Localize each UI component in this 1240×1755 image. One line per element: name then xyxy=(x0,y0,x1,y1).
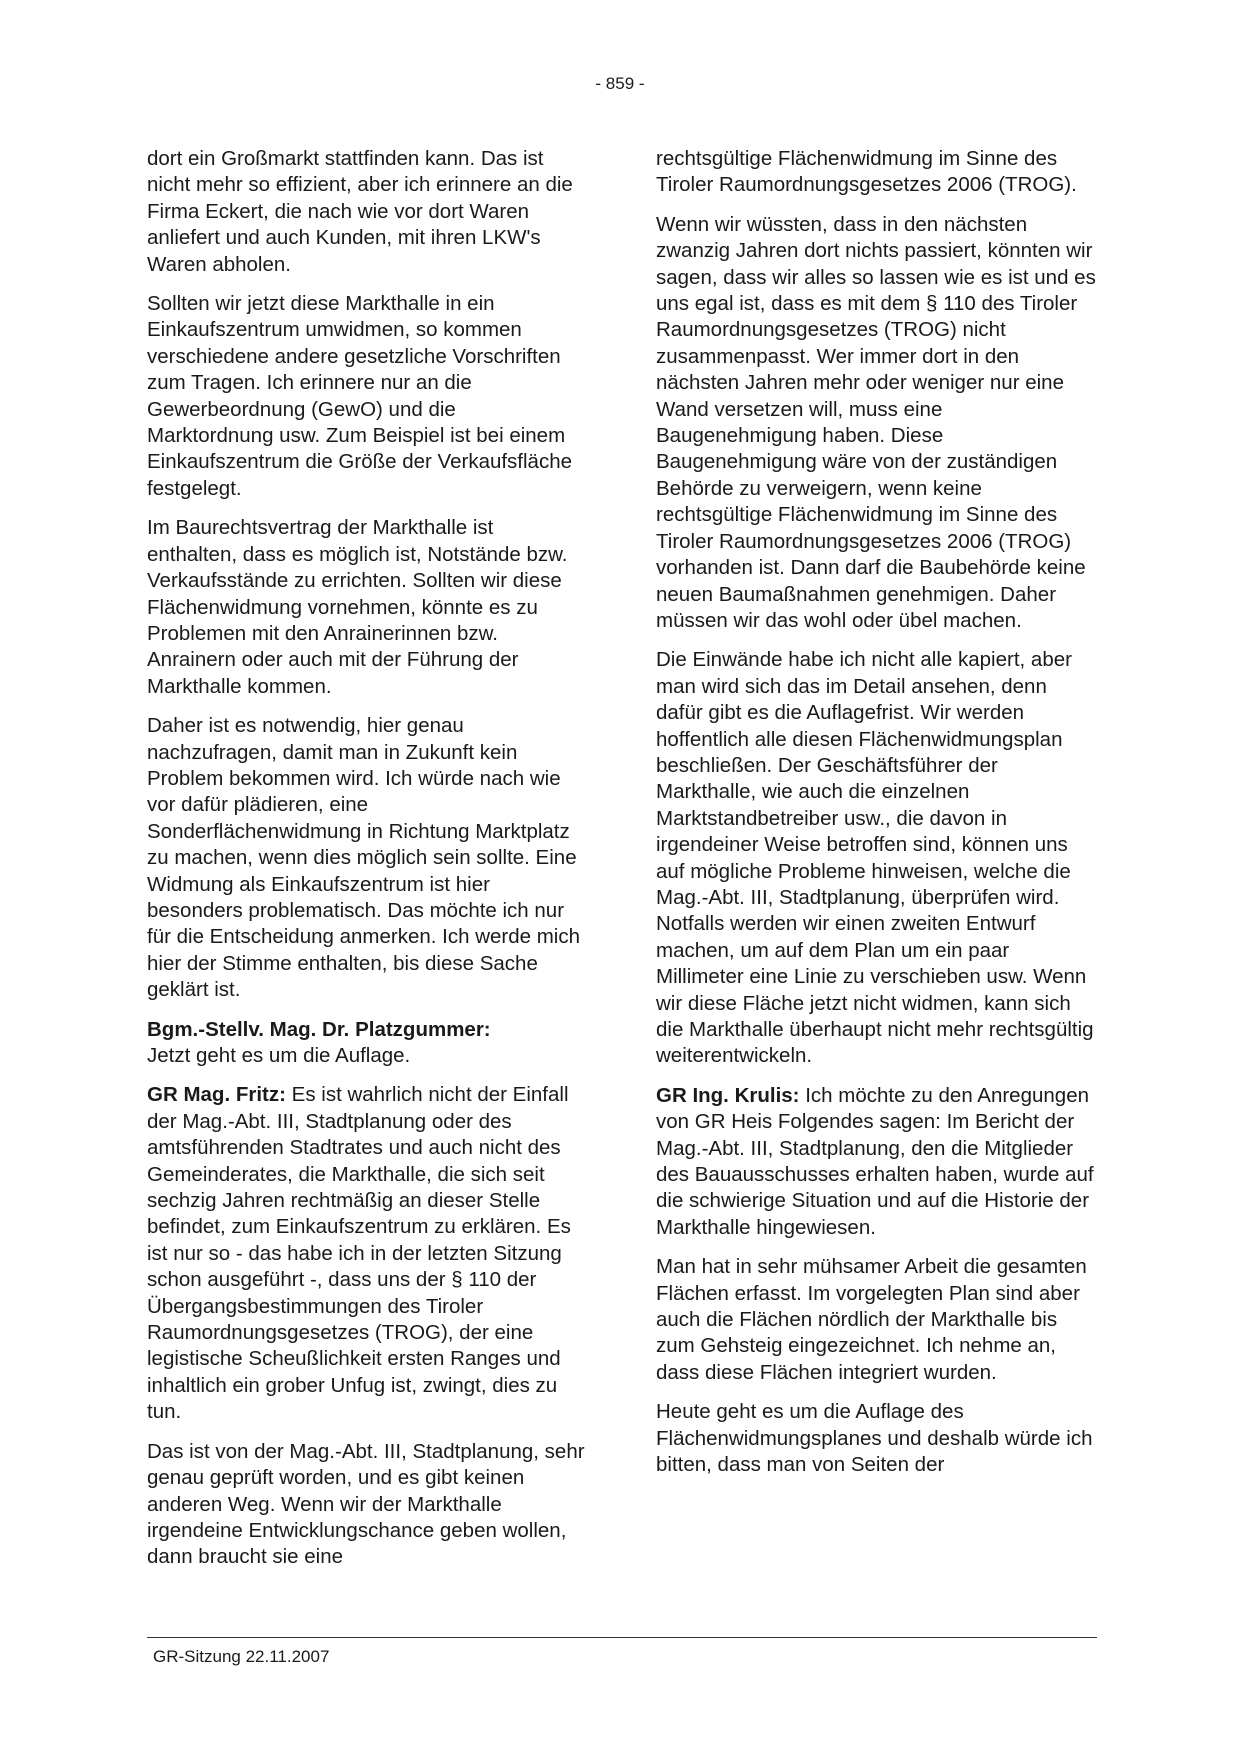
paragraph: Im Baurechtsvertrag der Markthalle ist enthalten, dass es möglich ist, Notstände bzw. Verkaufsstände zu errichten. Sollten wir diese Flächenwidmung vornehmen, könnte es zu Problemen mit den Anrainerinnen bzw. Anrainern oder auch mit der Führung der Markthalle kommen. xyxy=(147,516,568,698)
left-column xyxy=(147,146,587,1584)
paragraph: Die Einwände habe ich nicht alle kapiert, aber man wird sich das im Detail ansehen, denn dafür gibt es die Auflagefrist. Wir werden hoffentlich alle diesen Flächenwidmungsplan beschließen. Der Geschäftsführer der Markthalle, wie auch die einzelnen Marktstandbetreiber usw., die davon in irgendeiner Weise betroffen sind, können uns auf mögliche Probleme hinweisen, welche die Mag.-Abt. III, Stadtplanung, überprüfen wird. Notfalls werden wir einen zweiten Entwurf machen, um auf dem Plan um ein paar Millimeter eine Linie zu verschieben usw. Wenn wir diese Fläche jetzt nicht widmen, kann sich die Markthalle überhaupt nicht mehr rechtsgültig weiterentwickeln. xyxy=(656,648,1094,1068)
statement-text: Ich möchte zu den Anregungen von GR Heis Folgendes sagen: Im Bericht der Mag.-Abt. III, Stadtplanung, den die Mitglieder des Bauausschusses erhalten haben, wurde auf die schwierige Situation und auf die Historie der Markthalle hingewiesen. xyxy=(656,1083,1094,1239)
speaker-name: GR Ing. Krulis: xyxy=(656,1083,800,1107)
speaker-name: Bgm.-Stellv. Mag. Dr. Platzgummer: xyxy=(147,1017,491,1041)
paragraph: rechtsgültige Flächenwidmung im Sinne des Tiroler Raumordnungsgesetzes 2006 (TROG). xyxy=(656,147,1077,197)
paragraph: Daher ist es notwendig, hier genau nachzufragen, damit man in Zukunft kein Problem bekommen wird. Ich würde nach wie vor dafür plädieren, eine Sonderflächenwidmung in Richtung Marktplatz zu machen, wenn dies möglich sein sollte. Eine Widmung als Einkaufszentrum ist hier besonders problematisch. Das möchte ich nur für die Entscheidung anmerken. Ich werde mich hier der Stimme enthalten, bis diese Sache geklärt ist. xyxy=(147,714,581,1002)
paragraph: Das ist von der Mag.-Abt. III, Stadtplanung, sehr genau geprüft worden, und es gibt keinen anderen Weg. Wenn wir der Markthalle irgendeine Entwicklungschance geben wollen, dann braucht sie eine xyxy=(147,1439,585,1569)
page-number: - 859 - xyxy=(595,74,645,93)
statement-fritz xyxy=(147,1082,587,1425)
statement-text: Es ist wahrlich nicht der Einfall der Mag.-Abt. III, Stadtplanung oder des amtsführenden Stadtrates und auch nicht des Gemeinderates, die Markthalle, die sich seit sechzig Jahren rechtmäßig an dieser Stelle befindet, zum Einkaufszentrum zu erklären. Es ist nur so - das habe ich in der letzten Sitzung schon ausgeführt -, dass uns der § 110 der Übergangsbestimmungen des Tiroler Raumordnungsgesetzes (TROG), der eine legistische Scheußlichkeit ersten Ranges und inhaltlich ein grober Unfug ist, zwingt, dies zu tun. xyxy=(147,1083,571,1424)
speaker-name: GR Mag. Fritz: xyxy=(147,1083,286,1107)
statement-text: Jetzt geht es um die Auflage. xyxy=(147,1044,411,1067)
statement-krulis xyxy=(656,1083,1096,1241)
paragraph: dort ein Großmarkt stattfinden kann. Das ist nicht mehr so effizient, aber ich erinnere an die Firma Eckert, die nach wie vor dort Waren anliefert und auch Kunden, mit ihren LKW's Waren abholen. xyxy=(147,147,573,276)
footer-divider xyxy=(147,1637,1097,1638)
paragraph: Wenn wir wüssten, dass in den nächsten zwanzig Jahren dort nichts passiert, könnten wir sagen, dass wir alles so lassen wie es ist und es uns egal ist, dass es mit dem § 110 des Tiroler Raumordnungsgesetzes (TROG) nicht zusammenpasst. Wer immer dort in den nächsten Jahren mehr oder weniger nur eine Wand versetzen will, muss eine Baugenehmigung haben. Diese Baugenehmigung wäre von der zuständigen Behörde zu verweigern, wenn keine rechtsgültige Flächenwidmung im Sinne des Tiroler Raumordnungsgesetzes 2006 (TROG) vorhanden ist. Dann darf die Baubehörde keine neuen Baumaßnahmen genehmigen. Daher müssen wir das wohl oder übel machen. xyxy=(656,212,1096,632)
paragraph: Heute geht es um die Auflage des Flächenwidmungsplanes und deshalb würde ich bitten, dass man von Seiten der xyxy=(656,1400,1093,1477)
paragraph: Man hat in sehr mühsamer Arbeit die gesamten Flächen erfasst. Im vorgelegten Plan sind aber auch die Flächen nördlich der Markthalle bis zum Gehsteig eingezeichnet. Ich nehme an, dass diese Flächen integriert wurden. xyxy=(656,1255,1087,1384)
paragraph: Sollten wir jetzt diese Markthalle in ein Einkaufszentrum umwidmen, so kommen verschiedene andere gesetzliche Vorschriften zum Tragen. Ich erinnere nur an die Gewerbeordnung (GewO) und die Marktordnung usw. Zum Beispiel ist bei einem Einkaufszentrum die Größe der Verkaufsfläche festgelegt. xyxy=(147,292,573,500)
statement-platzgummer xyxy=(147,1017,587,1070)
footer-session-date: GR-Sitzung 22.11.2007 xyxy=(153,1647,330,1666)
right-column xyxy=(656,146,1096,1492)
